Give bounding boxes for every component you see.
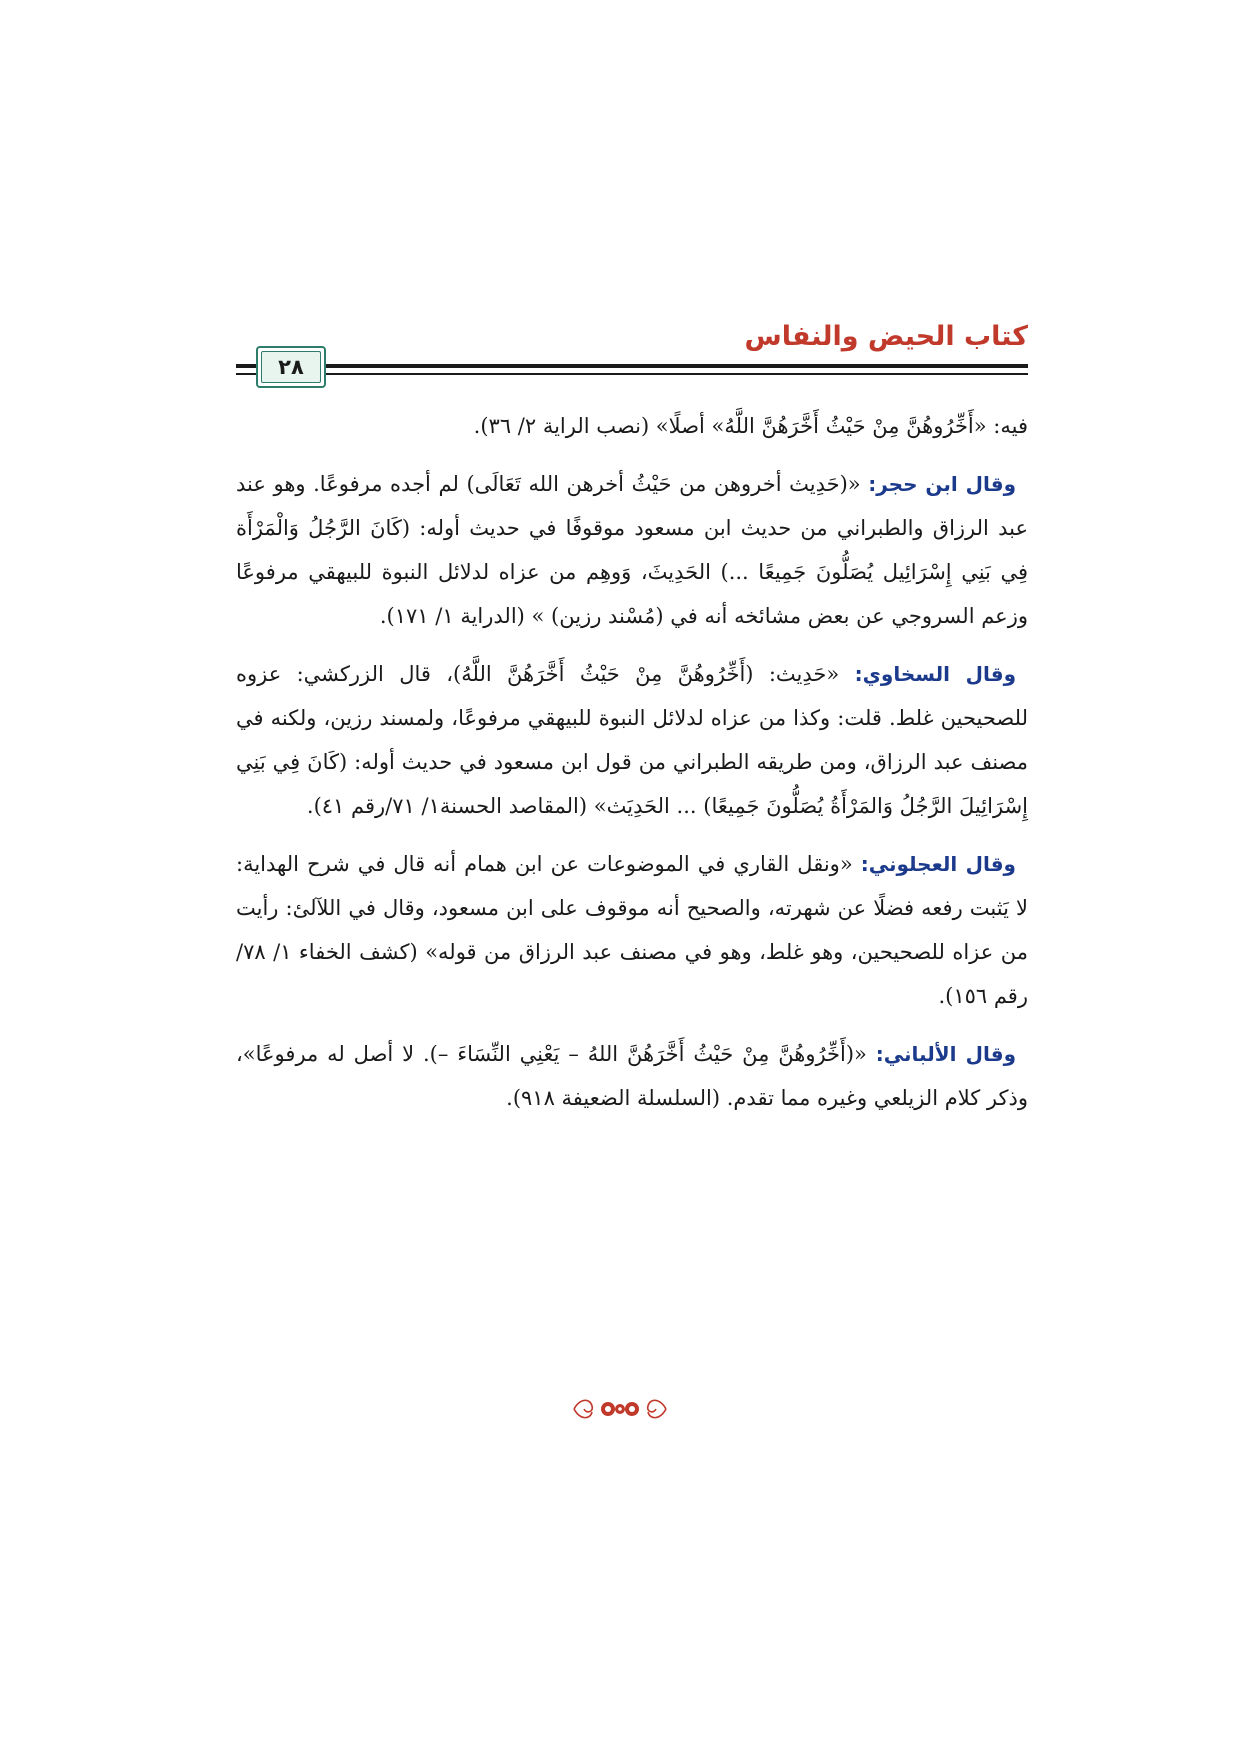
paragraph-speaker: وقال الألباني: (875, 1042, 1017, 1066)
paragraph-albani (236, 1032, 1028, 1120)
paragraph-ibn-hajar (236, 462, 1028, 638)
floral-divider-icon (570, 1392, 670, 1426)
header-rule-thick (236, 364, 1028, 368)
paragraph-text: «(حَدِيث أخروهن من حَيْثُ أخرهن الله تَعَالَى) لم أجده مرفوعًا. وهو عند عبد الرزاق والطبراني من حديث ابن مسعود موقوفًا في حديث أوله: (كَانَ الرَّجُلُ وَالْمَرْأَة فِي بَنِي إِسْرَائِيل يُصَلُّونَ جَمِيعًا ...) الحَدِيثَ، وَوهِم من عزاه لدلائل النبوة للبيهقي مرفوعًا وزعم السروجي عن بعض مشائخه أنه في (مُسْند رزين) » (الدراية ١/ ١٧١). (236, 472, 1028, 628)
paragraph-1 (236, 404, 1028, 448)
page-content (236, 404, 1028, 1134)
page-number-badge (256, 346, 326, 388)
paragraph-text: فيه: «أَخِّرُوهُنَّ مِنْ حَيْثُ أَخَّرَهُنَّ اللَّهُ» أصلًا» (نصب الراية ٢/ ٣٦). (473, 414, 1028, 438)
page-number: ٢٨ (278, 354, 304, 379)
book-title: كتاب الحيض والنفاس (744, 321, 1028, 352)
paragraph-speaker: وقال ابن حجر: (868, 472, 1017, 496)
paragraph-text: «ونقل القاري في الموضوعات عن ابن همام أنه قال في شرح الهداية: لا يَثبت رفعه فضلًا عن شهرته، والصحيح أنه موقوف على ابن مسعود، وقال في اللآلئ: رأيت من عزاه للصحيحين، وهو غلط، وهو في مصنف عبد الرزاق من قوله» (كشف الخفاء ١/ ٧٨/رقم ١٥٦). (236, 852, 1028, 1008)
paragraph-sakhawi (236, 652, 1028, 828)
paragraph-text: «حَدِيث: (أَخِّرُوهُنَّ مِنْ حَيْثُ أَخَّرَهُنَّ اللَّهُ)، قال الزركشي: عزوه للصحيحين غلط. قلت: وكذا من عزاه لدلائل النبوة للبيهقي مرفوعًا، ولمسند رزين، ولكنه في مصنف عبد الرزاق، ومن طريقه الطبراني من قول ابن مسعود في حديث أوله: (كَانَ فِي بَنِي إِسْرَائِيلَ الرَّجُلُ وَالمَرْأَةُ يُصَلُّونَ جَمِيعًا) ... الحَدِيَث» (المقاصد الحسنة١/ ٧١/رقم ٤١). (236, 662, 1028, 818)
header-rule-thin (236, 373, 1028, 375)
paragraph-ajluni (236, 842, 1028, 1018)
page-number-frame (261, 351, 321, 383)
page-header (236, 318, 1028, 384)
paragraph-speaker: وقال العجلوني: (860, 852, 1016, 876)
paragraph-speaker: وقال السخاوي: (854, 662, 1017, 686)
paragraph-text: «(أَخِّرُوهُنَّ مِنْ حَيْثُ أَخَّرَهُنَّ اللهُ – يَعْنِي النِّسَاءَ –). لا أصل له مرفوعًا»، وذكر كلام الزيلعي وغيره مما تقدم. (السلسلة الضعيفة ٩١٨). (236, 1042, 1028, 1110)
